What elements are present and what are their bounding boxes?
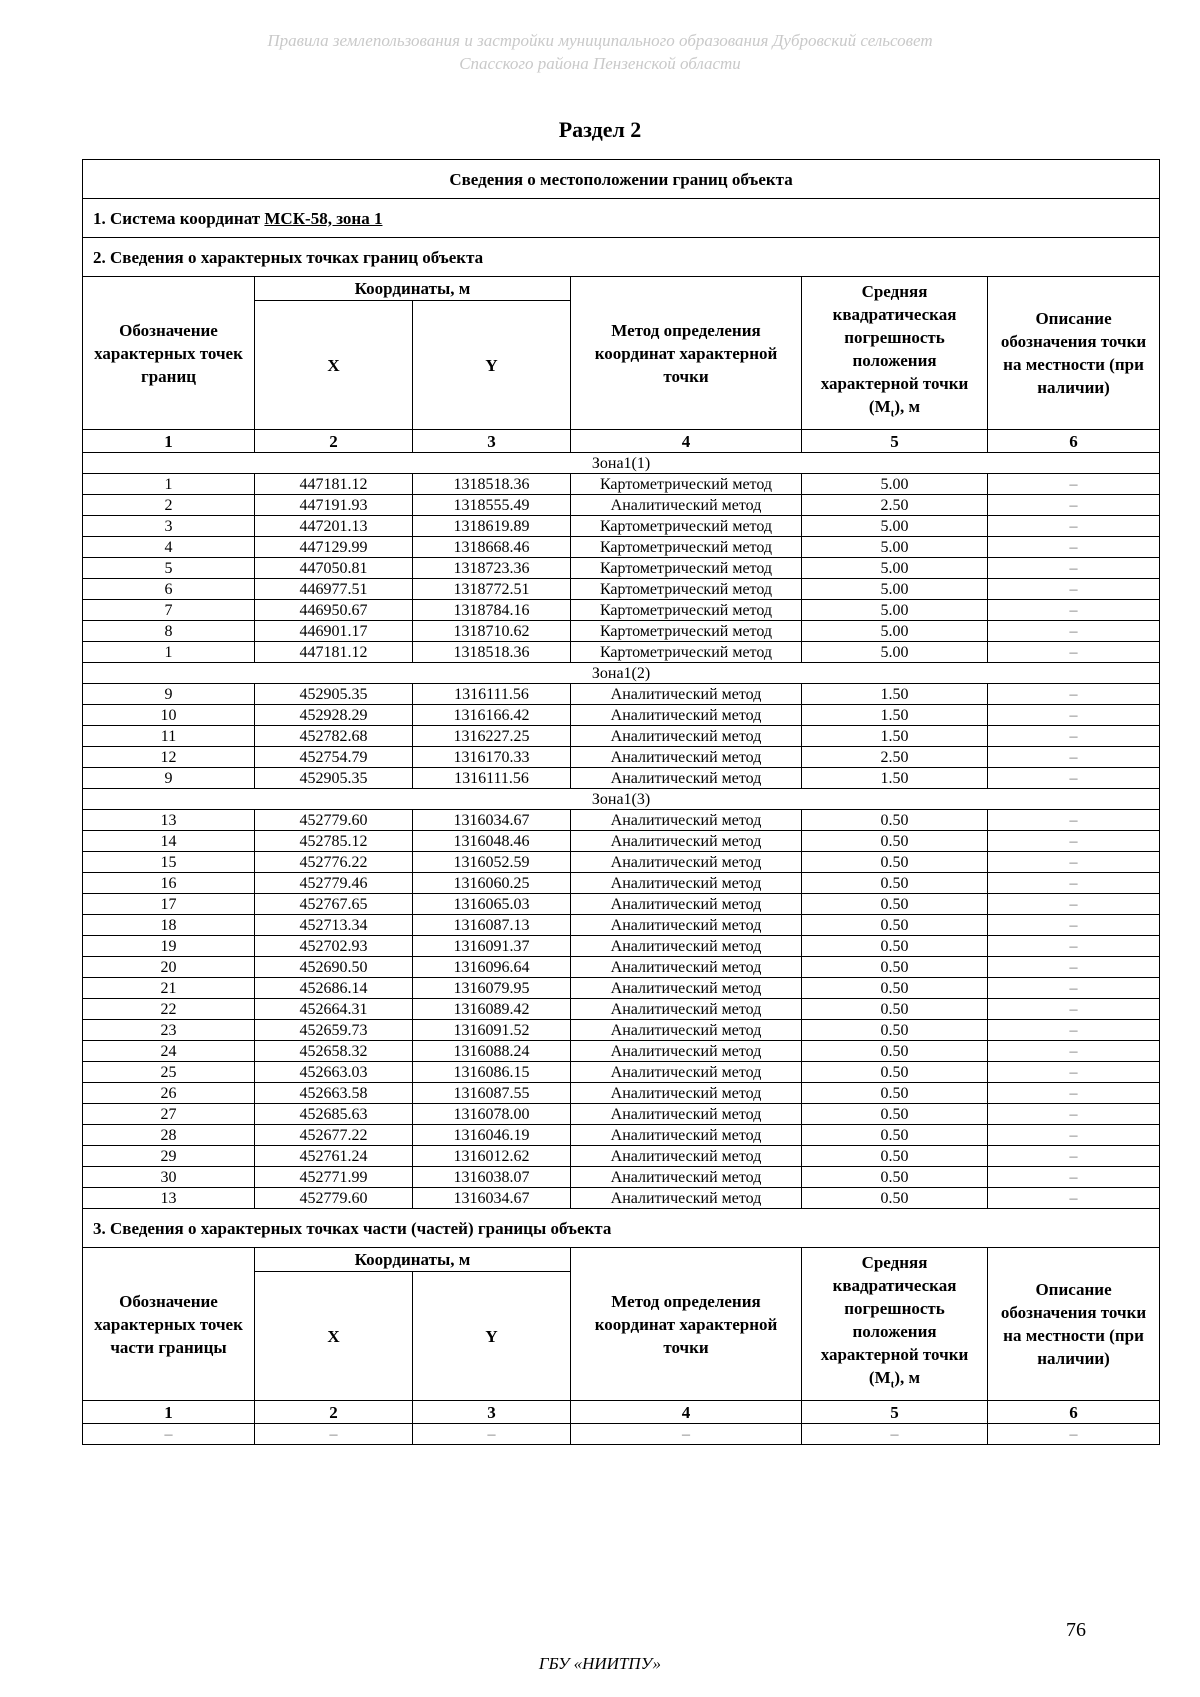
cell-point-id: 7 bbox=[83, 600, 255, 621]
cell-error: 1.50 bbox=[802, 726, 988, 747]
cell-method: Картометрический метод bbox=[571, 621, 802, 642]
table-row bbox=[83, 1125, 1160, 1146]
cell-method: Картометрический метод bbox=[571, 474, 802, 495]
col-number-6-part: 6 bbox=[988, 1401, 1160, 1424]
cell-method: Аналитический метод bbox=[571, 747, 802, 768]
cell-description: – bbox=[988, 1146, 1160, 1167]
table-row bbox=[83, 600, 1160, 621]
cell-error: 0.50 bbox=[802, 1020, 988, 1041]
cell-y-coord: 1318723.36 bbox=[413, 558, 571, 579]
cell-x-coord: 447181.12 bbox=[255, 474, 413, 495]
cell-y-coord: 1316111.56 bbox=[413, 768, 571, 789]
cell-point-id: 10 bbox=[83, 705, 255, 726]
cell-x-coord: 452686.14 bbox=[255, 978, 413, 999]
cell-point-id: 17 bbox=[83, 894, 255, 915]
table-row bbox=[83, 516, 1160, 537]
cell-method: Аналитический метод bbox=[571, 831, 802, 852]
cell-description: – bbox=[988, 810, 1160, 831]
col-header-y-part: Y bbox=[413, 1272, 571, 1401]
cell-error: 5.00 bbox=[802, 474, 988, 495]
cell-error: 1.50 bbox=[802, 768, 988, 789]
cell-point-id: 21 bbox=[83, 978, 255, 999]
section-2-title: 2. Сведения о характерных точках границ объекта bbox=[83, 238, 1160, 277]
table-row bbox=[83, 1167, 1160, 1188]
cell-description: – bbox=[988, 579, 1160, 600]
zone-header-row bbox=[83, 663, 1160, 684]
table-row bbox=[83, 558, 1160, 579]
cell-description: – bbox=[988, 558, 1160, 579]
cell-point-id: 25 bbox=[83, 1062, 255, 1083]
cell-error: 0.50 bbox=[802, 852, 988, 873]
cell-point-id: 1 bbox=[83, 642, 255, 663]
cell-point-id: 22 bbox=[83, 999, 255, 1020]
cell-method: Аналитический метод bbox=[571, 1125, 802, 1146]
cell-error: 0.50 bbox=[802, 1083, 988, 1104]
cell-method: Картометрический метод bbox=[571, 537, 802, 558]
cell-y-coord: 1318619.89 bbox=[413, 516, 571, 537]
cell-error: 0.50 bbox=[802, 936, 988, 957]
col-header-x: X bbox=[255, 301, 413, 430]
table-row bbox=[83, 1104, 1160, 1125]
cell-x-coord: 452905.35 bbox=[255, 768, 413, 789]
cell-description: – bbox=[988, 894, 1160, 915]
col-number-4: 4 bbox=[571, 430, 802, 453]
cell-x-coord: 452677.22 bbox=[255, 1125, 413, 1146]
cell-y-coord: 1316065.03 bbox=[413, 894, 571, 915]
cell-point-id: 4 bbox=[83, 537, 255, 558]
cell-x-coord: 452761.24 bbox=[255, 1146, 413, 1167]
zone-header-row bbox=[83, 453, 1160, 474]
cell-point-id: 19 bbox=[83, 936, 255, 957]
cell-point-id: 20 bbox=[83, 957, 255, 978]
col-number-6: 6 bbox=[988, 430, 1160, 453]
cell-description: – bbox=[988, 1062, 1160, 1083]
cell-method: Картометрический метод bbox=[571, 558, 802, 579]
zones-body bbox=[83, 453, 1160, 1209]
cell-x-coord: 452659.73 bbox=[255, 1020, 413, 1041]
zone-name: Зона1(2) bbox=[83, 663, 1160, 684]
empty-part-cell: – bbox=[255, 1424, 413, 1445]
empty-part-cell: – bbox=[83, 1424, 255, 1445]
cell-x-coord: 446977.51 bbox=[255, 579, 413, 600]
cell-method: Аналитический метод bbox=[571, 999, 802, 1020]
cell-description: – bbox=[988, 684, 1160, 705]
boundary-points-table bbox=[82, 159, 1160, 1445]
cell-description: – bbox=[988, 495, 1160, 516]
cell-point-id: 8 bbox=[83, 621, 255, 642]
cell-x-coord: 452771.99 bbox=[255, 1167, 413, 1188]
col-number-5: 5 bbox=[802, 430, 988, 453]
col-number-1-part: 1 bbox=[83, 1401, 255, 1424]
cell-y-coord: 1316034.67 bbox=[413, 1188, 571, 1209]
cell-y-coord: 1316086.15 bbox=[413, 1062, 571, 1083]
cell-y-coord: 1316048.46 bbox=[413, 831, 571, 852]
cell-error: 0.50 bbox=[802, 831, 988, 852]
col-number-3: 3 bbox=[413, 430, 571, 453]
cell-point-id: 1 bbox=[83, 474, 255, 495]
cell-method: Аналитический метод bbox=[571, 957, 802, 978]
cell-error: 2.50 bbox=[802, 495, 988, 516]
empty-part-cell: – bbox=[571, 1424, 802, 1445]
cell-error: 5.00 bbox=[802, 642, 988, 663]
col-number-2-part: 2 bbox=[255, 1401, 413, 1424]
col-header-x-part: X bbox=[255, 1272, 413, 1401]
cell-y-coord: 1316087.13 bbox=[413, 915, 571, 936]
cell-point-id: 18 bbox=[83, 915, 255, 936]
cell-method: Аналитический метод bbox=[571, 978, 802, 999]
col-header-point: Обозначение характерных точек границ bbox=[83, 277, 255, 430]
cell-x-coord: 452928.29 bbox=[255, 705, 413, 726]
cell-y-coord: 1316038.07 bbox=[413, 1167, 571, 1188]
cell-point-id: 28 bbox=[83, 1125, 255, 1146]
cell-x-coord: 452713.34 bbox=[255, 915, 413, 936]
table-row bbox=[83, 684, 1160, 705]
cell-y-coord: 1316091.37 bbox=[413, 936, 571, 957]
cell-description: – bbox=[988, 873, 1160, 894]
cell-method: Аналитический метод bbox=[571, 1062, 802, 1083]
table-row bbox=[83, 495, 1160, 516]
section-title: Раздел 2 bbox=[558, 117, 642, 142]
col-header-description: Описание обозначения точки на местности (при наличии) bbox=[988, 277, 1160, 430]
cell-error: 5.00 bbox=[802, 579, 988, 600]
zone-name: Зона1(3) bbox=[83, 789, 1160, 810]
table-row bbox=[83, 621, 1160, 642]
cell-x-coord: 446901.17 bbox=[255, 621, 413, 642]
cell-description: – bbox=[988, 474, 1160, 495]
cell-method: Аналитический метод bbox=[571, 852, 802, 873]
table-row bbox=[83, 873, 1160, 894]
cell-description: – bbox=[988, 621, 1160, 642]
table-row bbox=[83, 852, 1160, 873]
cell-description: – bbox=[988, 915, 1160, 936]
cell-description: – bbox=[988, 831, 1160, 852]
col-header-point-part: Обозначение характерных точек части границы bbox=[83, 1248, 255, 1401]
cell-description: – bbox=[988, 1083, 1160, 1104]
cell-method: Аналитический метод bbox=[571, 936, 802, 957]
cell-x-coord: 447129.99 bbox=[255, 537, 413, 558]
table-row bbox=[83, 894, 1160, 915]
cell-point-id: 9 bbox=[83, 768, 255, 789]
table-row bbox=[83, 768, 1160, 789]
table-row bbox=[83, 978, 1160, 999]
table-row bbox=[83, 726, 1160, 747]
table-row bbox=[83, 957, 1160, 978]
cell-description: – bbox=[988, 1188, 1160, 1209]
cell-x-coord: 447050.81 bbox=[255, 558, 413, 579]
table-row bbox=[83, 747, 1160, 768]
cell-point-id: 27 bbox=[83, 1104, 255, 1125]
table-row bbox=[83, 474, 1160, 495]
cell-x-coord: 452905.35 bbox=[255, 684, 413, 705]
page-number: 76 bbox=[1066, 1619, 1086, 1641]
cell-y-coord: 1316111.56 bbox=[413, 684, 571, 705]
cell-method: Картометрический метод bbox=[571, 642, 802, 663]
cell-method: Аналитический метод bbox=[571, 1041, 802, 1062]
cell-x-coord: 452779.46 bbox=[255, 873, 413, 894]
cell-description: – bbox=[988, 999, 1160, 1020]
cell-x-coord: 452785.12 bbox=[255, 831, 413, 852]
table-row bbox=[83, 831, 1160, 852]
cell-point-id: 14 bbox=[83, 831, 255, 852]
cell-y-coord: 1316170.33 bbox=[413, 747, 571, 768]
cell-x-coord: 452685.63 bbox=[255, 1104, 413, 1125]
cell-description: – bbox=[988, 642, 1160, 663]
cell-description: – bbox=[988, 516, 1160, 537]
table-row bbox=[83, 705, 1160, 726]
cell-method: Аналитический метод bbox=[571, 810, 802, 831]
table-row bbox=[83, 915, 1160, 936]
cell-point-id: 30 bbox=[83, 1167, 255, 1188]
cell-point-id: 16 bbox=[83, 873, 255, 894]
col-number-1: 1 bbox=[83, 430, 255, 453]
cell-y-coord: 1316088.24 bbox=[413, 1041, 571, 1062]
cell-description: – bbox=[988, 1020, 1160, 1041]
cell-method: Картометрический метод bbox=[571, 600, 802, 621]
cell-method: Аналитический метод bbox=[571, 1146, 802, 1167]
cell-error: 0.50 bbox=[802, 915, 988, 936]
col-number-4-part: 4 bbox=[571, 1401, 802, 1424]
table-row bbox=[83, 1146, 1160, 1167]
cell-error: 0.50 bbox=[802, 1125, 988, 1146]
cell-y-coord: 1316091.52 bbox=[413, 1020, 571, 1041]
cell-y-coord: 1316034.67 bbox=[413, 810, 571, 831]
cell-error: 0.50 bbox=[802, 1167, 988, 1188]
col-header-method-part: Метод определения координат характерной точки bbox=[571, 1248, 802, 1401]
table-row bbox=[83, 579, 1160, 600]
cell-error: 0.50 bbox=[802, 1188, 988, 1209]
cell-description: – bbox=[988, 747, 1160, 768]
cell-description: – bbox=[988, 1167, 1160, 1188]
cell-error: 0.50 bbox=[802, 1104, 988, 1125]
cell-method: Аналитический метод bbox=[571, 705, 802, 726]
cell-point-id: 24 bbox=[83, 1041, 255, 1062]
cell-method: Аналитический метод bbox=[571, 1188, 802, 1209]
table-row bbox=[83, 1041, 1160, 1062]
cell-point-id: 3 bbox=[83, 516, 255, 537]
cell-x-coord: 452782.68 bbox=[255, 726, 413, 747]
table-row bbox=[83, 1062, 1160, 1083]
empty-part-cell: – bbox=[413, 1424, 571, 1445]
cell-method: Картометрический метод bbox=[571, 579, 802, 600]
table-row bbox=[83, 1083, 1160, 1104]
cell-error: 5.00 bbox=[802, 558, 988, 579]
section-3-title: 3. Сведения о характерных точках части (частей) границы объекта bbox=[83, 1209, 1160, 1248]
col-header-coordinates: Координаты, м bbox=[255, 277, 571, 301]
table-title: Сведения о местоположении границ объекта bbox=[83, 160, 1160, 199]
cell-point-id: 12 bbox=[83, 747, 255, 768]
cell-point-id: 2 bbox=[83, 495, 255, 516]
cell-method: Аналитический метод bbox=[571, 873, 802, 894]
cell-description: – bbox=[988, 978, 1160, 999]
cell-y-coord: 1316087.55 bbox=[413, 1083, 571, 1104]
cell-y-coord: 1318555.49 bbox=[413, 495, 571, 516]
cell-point-id: 23 bbox=[83, 1020, 255, 1041]
running-header-line-1: Правила землепользования и застройки муниципального образования Дубровский сельсовет bbox=[267, 31, 933, 50]
cell-y-coord: 1316096.64 bbox=[413, 957, 571, 978]
cell-y-coord: 1316166.42 bbox=[413, 705, 571, 726]
coordinate-system-row bbox=[83, 199, 1160, 238]
cell-y-coord: 1316052.59 bbox=[413, 852, 571, 873]
cell-error: 5.00 bbox=[802, 621, 988, 642]
cell-x-coord: 452767.65 bbox=[255, 894, 413, 915]
table-row bbox=[83, 810, 1160, 831]
cell-error: 0.50 bbox=[802, 810, 988, 831]
cell-x-coord: 452658.32 bbox=[255, 1041, 413, 1062]
cell-description: – bbox=[988, 1104, 1160, 1125]
cell-error: 0.50 bbox=[802, 1146, 988, 1167]
cell-y-coord: 1316227.25 bbox=[413, 726, 571, 747]
cell-y-coord: 1318518.36 bbox=[413, 474, 571, 495]
empty-part-cell: – bbox=[988, 1424, 1160, 1445]
cell-description: – bbox=[988, 957, 1160, 978]
cell-x-coord: 446950.67 bbox=[255, 600, 413, 621]
cell-x-coord: 452779.60 bbox=[255, 810, 413, 831]
col-header-description-part: Описание обозначения точки на местности (при наличии) bbox=[988, 1248, 1160, 1401]
cell-y-coord: 1316089.42 bbox=[413, 999, 571, 1020]
cell-x-coord: 447201.13 bbox=[255, 516, 413, 537]
cell-description: – bbox=[988, 537, 1160, 558]
cell-method: Аналитический метод bbox=[571, 684, 802, 705]
cell-y-coord: 1318784.16 bbox=[413, 600, 571, 621]
empty-part-cell: – bbox=[802, 1424, 988, 1445]
col-header-error-part: Средняя квадратическая погрешность положения характерной точки $(M_t)$, м bbox=[802, 1248, 988, 1401]
cell-y-coord: 1316078.00 bbox=[413, 1104, 571, 1125]
cell-x-coord: 452779.60 bbox=[255, 1188, 413, 1209]
table-row bbox=[83, 537, 1160, 558]
cell-method: Аналитический метод bbox=[571, 1167, 802, 1188]
cell-method: Аналитический метод bbox=[571, 894, 802, 915]
cell-error: 5.00 bbox=[802, 600, 988, 621]
cell-y-coord: 1316060.25 bbox=[413, 873, 571, 894]
cell-description: – bbox=[988, 705, 1160, 726]
cell-point-id: 9 bbox=[83, 684, 255, 705]
cell-x-coord: 452702.93 bbox=[255, 936, 413, 957]
col-number-2: 2 bbox=[255, 430, 413, 453]
cell-x-coord: 452754.79 bbox=[255, 747, 413, 768]
cell-x-coord: 452690.50 bbox=[255, 957, 413, 978]
cell-error: 0.50 bbox=[802, 957, 988, 978]
footer-organization: ГБУ «НИИТПУ» bbox=[538, 1654, 662, 1673]
cell-point-id: 5 bbox=[83, 558, 255, 579]
table-row bbox=[83, 1188, 1160, 1209]
cell-x-coord: 452776.22 bbox=[255, 852, 413, 873]
cell-description: – bbox=[988, 726, 1160, 747]
cell-error: 0.50 bbox=[802, 1062, 988, 1083]
table-row bbox=[83, 1020, 1160, 1041]
cell-error: 0.50 bbox=[802, 999, 988, 1020]
cell-point-id: 13 bbox=[83, 1188, 255, 1209]
cell-y-coord: 1316079.95 bbox=[413, 978, 571, 999]
cell-error: 0.50 bbox=[802, 873, 988, 894]
cell-y-coord: 1316012.62 bbox=[413, 1146, 571, 1167]
cell-description: – bbox=[988, 1125, 1160, 1146]
cell-method: Аналитический метод bbox=[571, 1083, 802, 1104]
cell-point-id: 13 bbox=[83, 810, 255, 831]
cell-y-coord: 1318518.36 bbox=[413, 642, 571, 663]
cell-error: 0.50 bbox=[802, 1041, 988, 1062]
table-row bbox=[83, 642, 1160, 663]
cell-method: Аналитический метод bbox=[571, 495, 802, 516]
cell-error: 5.00 bbox=[802, 516, 988, 537]
cell-method: Аналитический метод bbox=[571, 768, 802, 789]
cell-point-id: 11 bbox=[83, 726, 255, 747]
cell-description: – bbox=[988, 768, 1160, 789]
cell-x-coord: 447191.93 bbox=[255, 495, 413, 516]
col-header-coordinates-part: Координаты, м bbox=[255, 1248, 571, 1272]
cell-x-coord: 447181.12 bbox=[255, 642, 413, 663]
cell-point-id: 6 bbox=[83, 579, 255, 600]
cell-description: – bbox=[988, 936, 1160, 957]
col-number-5-part: 5 bbox=[802, 1401, 988, 1424]
cell-method: Аналитический метод bbox=[571, 1020, 802, 1041]
cell-description: – bbox=[988, 852, 1160, 873]
cell-error: 1.50 bbox=[802, 705, 988, 726]
cell-error: 2.50 bbox=[802, 747, 988, 768]
zone-name: Зона1(1) bbox=[83, 453, 1160, 474]
cell-y-coord: 1318772.51 bbox=[413, 579, 571, 600]
cell-x-coord: 452663.03 bbox=[255, 1062, 413, 1083]
cell-y-coord: 1318668.46 bbox=[413, 537, 571, 558]
col-header-y: Y bbox=[413, 301, 571, 430]
table-row bbox=[83, 999, 1160, 1020]
zone-header-row bbox=[83, 789, 1160, 810]
cell-method: Аналитический метод bbox=[571, 915, 802, 936]
col-header-method: Метод определения координат характерной точки bbox=[571, 277, 802, 430]
coordinate-system-value: МСК-58, зона 1 bbox=[264, 208, 383, 228]
col-number-3-part: 3 bbox=[413, 1401, 571, 1424]
cell-description: – bbox=[988, 1041, 1160, 1062]
cell-point-id: 26 bbox=[83, 1083, 255, 1104]
cell-error: 1.50 bbox=[802, 684, 988, 705]
cell-y-coord: 1318710.62 bbox=[413, 621, 571, 642]
cell-error: 0.50 bbox=[802, 894, 988, 915]
cell-method: Аналитический метод bbox=[571, 726, 802, 747]
cell-x-coord: 452664.31 bbox=[255, 999, 413, 1020]
table-row bbox=[83, 936, 1160, 957]
coordinate-system-label: 1. Система координат bbox=[93, 208, 265, 228]
cell-error: 0.50 bbox=[802, 978, 988, 999]
running-header-line-2: Спасского района Пензенской области bbox=[459, 54, 741, 73]
col-header-error: Средняя квадратическая погрешность положения характерной точки $(M_t)$, м bbox=[802, 277, 988, 430]
cell-point-id: 15 bbox=[83, 852, 255, 873]
cell-description: – bbox=[988, 600, 1160, 621]
cell-method: Аналитический метод bbox=[571, 1104, 802, 1125]
cell-point-id: 29 bbox=[83, 1146, 255, 1167]
cell-error: 5.00 bbox=[802, 537, 988, 558]
cell-x-coord: 452663.58 bbox=[255, 1083, 413, 1104]
cell-y-coord: 1316046.19 bbox=[413, 1125, 571, 1146]
cell-method: Картометрический метод bbox=[571, 516, 802, 537]
